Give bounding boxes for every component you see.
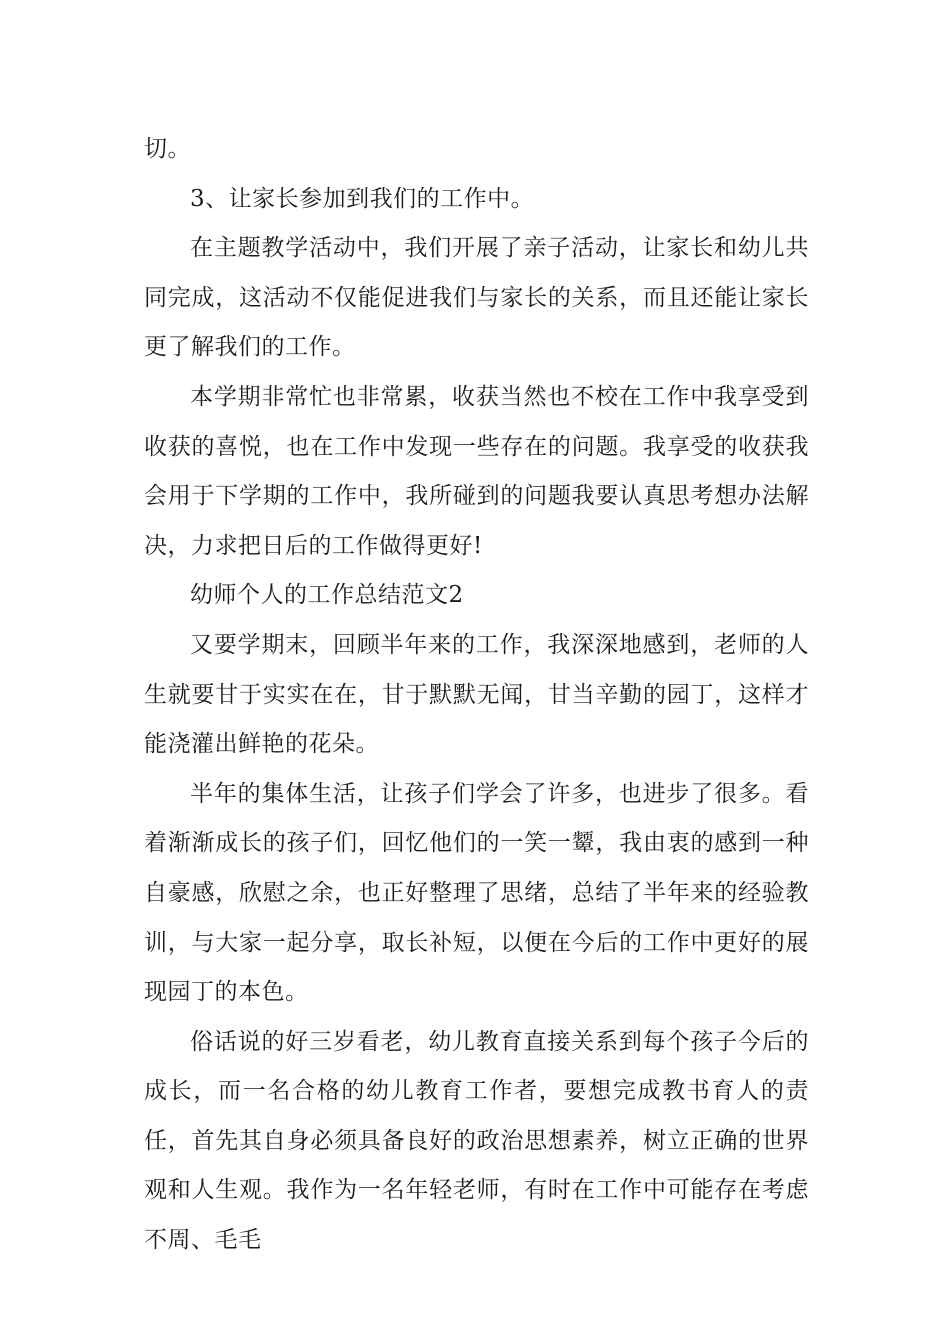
paragraph-6: 半年的集体生活，让孩子们学会了许多，也进步了很多。看着渐渐成长的孩子们，回忆他们的一笑一颦，我由衷的感到一种自豪感，欣慰之余，也正好整理了思绪，总结了半年来的经验教训，与大家一起分享，取长补短，以便在今后的工作中更好的展现园丁的本色。	[144, 780, 809, 1006]
paragraph-1: 切。	[144, 136, 191, 162]
paragraph-3: 在主题教学活动中，我们开展了亲子活动，让家长和幼儿共同完成，这活动不仅能促进我们与家长的关系，而且还能让家长更了解我们的工作。	[144, 235, 809, 361]
paragraph-2: 3、让家长参加到我们的工作中。	[190, 185, 535, 212]
section-heading: 幼师个人的工作总结范文2	[190, 582, 464, 609]
document-body	[144, 125, 809, 1266]
paragraph-7: 俗话说的好三岁看老，幼儿教育直接关系到每个孩子今后的成长，而一名合格的幼儿教育工作者，要想完成教书育人的责任，首先其自身必须具备良好的政治思想素养，树立正确的世界观和人生观。我作为一名年轻老师，有时在工作中可能存在考虑不周、毛毛	[144, 1028, 809, 1254]
paragraph-5: 又要学期末，回顾半年来的工作，我深深地感到，老师的人生就要甘于实实在在，甘于默默无闻，甘当辛勤的园丁，这样才能浇灌出鲜艳的花朵。	[144, 631, 809, 758]
paragraph-4: 本学期非常忙也非常累，收获当然也不校在工作中我享受到收获的喜悦，也在工作中发现一些存在的问题。我享受的收获我会用于下学期的工作中，我所碰到的问题我要认真思考想办法解决，力求把日后的工作做得更好!	[144, 383, 809, 559]
